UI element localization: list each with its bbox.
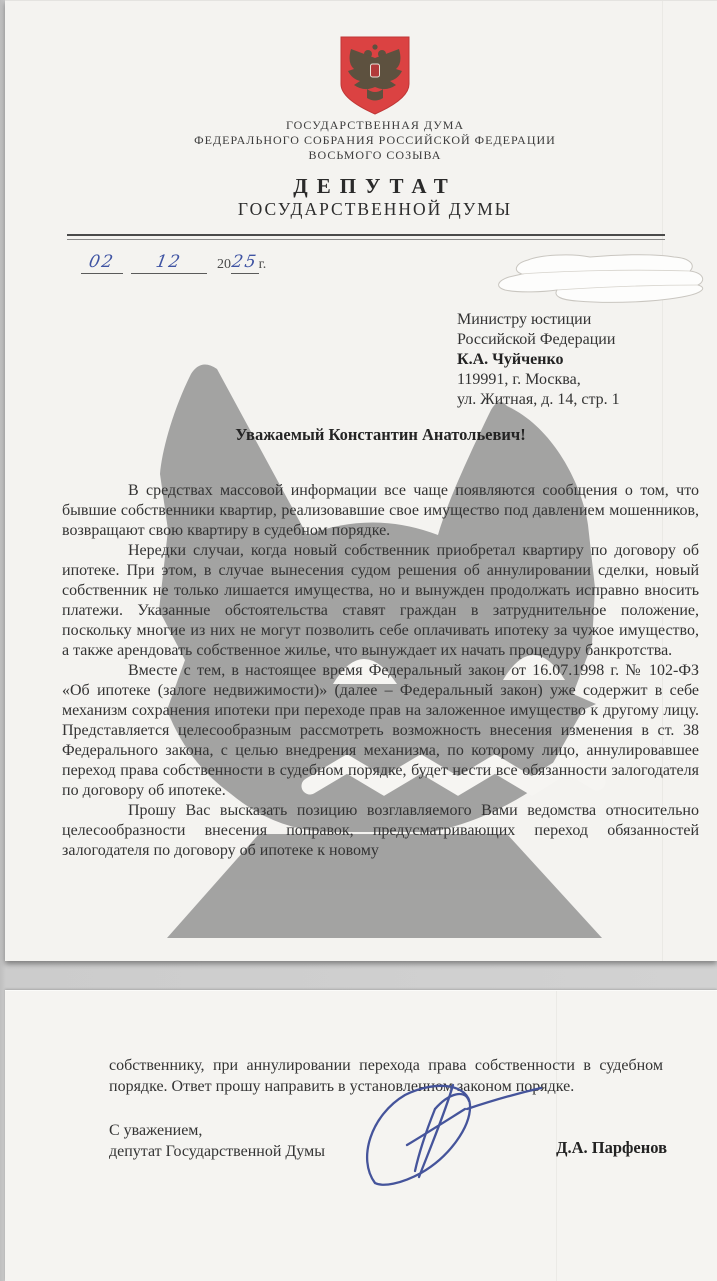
recipient-address-block [457,310,620,410]
date-line [81,246,266,274]
closing-line-2: депутат Государственной Думы [109,1143,325,1160]
paragraph-4: Прошу Вас высказать позицию возглавляемого Вами ведомства относительно целесообразности внесения поправок, предусматривающих переход обязанностей залогодателя по договору об ипотеке к новому [62,802,699,859]
paper-fold-line [556,991,557,1281]
recipient-line: Министру юстиции [457,311,592,328]
letterhead-org-line3: ВОСЬМОГО СОЗЫВА [308,148,442,162]
closing-line-1: С уважением, [109,1122,203,1139]
date-day-handwritten: 02 [87,252,117,272]
russia-coat-of-arms-icon [337,34,413,117]
salutation: Уважаемый Константин Анатольевич! [235,425,526,444]
date-day-field [81,252,123,274]
letterhead-post-title: ДЕПУТАТ [293,174,457,198]
paragraph-3: Вместе с тем, в настоящее время Федеральный закон от 16.07.1998 г. № 102-ФЗ «Об ипотеке (залоге недвижимости)» (далее – Федеральный закон) уже содержит в себе механизм сохранения ипотеки при переходе прав на заложенное имущество к другому лицу. Представляется целесообразным рассмотреть возможность внесения изменения в ст. 38 Федерального закона, с целью внедрения механизма, по которому лицо, аннулировавшее переход права собственности в судебном порядке, будет нести все обязанности залогодателя по договору об ипотеке. [62,662,699,799]
closing-block [109,1120,325,1162]
letterhead [19,118,717,220]
letterhead-post-subtitle: ГОСУДАРСТВЕННОЙ ДУМЫ [237,199,513,219]
date-year-field [231,252,259,274]
date-year-handwritten: 25 [230,252,260,272]
recipient-name: К.А. Чуйченко [457,351,564,368]
recipient-line: ул. Житная, д. 14, стр. 1 [457,391,620,408]
letterhead-org-line1: ГОСУДАРСТВЕННАЯ ДУМА [285,118,465,132]
letterhead-org-line2: ФЕДЕРАЛЬНОГО СОБРАНИЯ РОССИЙСКОЙ ФЕДЕРАЦИИ [194,133,556,147]
paragraph-2: Нередки случаи, когда новый собственник приобретал квартиру по договору об ипотеке. При этом, в случае вынесения судом решения об аннулировании сделки, новый собственник не только лишается имущества, но и вынужден продолжать исправно вносить платежи. Указанные обстоятельства ставят граждан в затруднительное положение, поскольку многие из них не могут позволить себе оплачивать ипотеку за чужое имущество, а также арендовать собственное жилье, что вынуждает их начать процедуру банкротства. [62,542,699,659]
whiteout-redaction-scribble [491,243,715,307]
recipient-line: Российской Федерации [457,331,616,348]
date-month-handwritten: 12 [154,252,184,272]
signer-name: Д.А. Парфенов [556,1138,667,1157]
letter-page-2 [5,990,717,1281]
letterhead-double-rule [67,234,665,240]
date-suffix: г. [258,257,267,272]
paragraph-5-continuation: собственнику, при аннулировании перехода права собственности в судебном порядке. Ответ прошу направить в установленном законом порядке. [109,1057,663,1095]
date-century-printed: 20 [217,257,231,272]
letter-page-1 [5,0,717,961]
letter-body [62,425,699,861]
date-month-field [131,252,207,274]
recipient-line: 119991, г. Москва, [457,371,581,388]
paragraph-1: В средствах массовой информации все чаще появляются сообщения о том, что бывшие собственники квартир, реализовавшие свое имущество под давлением мошенников, возвращают свою квартиру в судебном порядке. [62,482,699,539]
signature-ink [357,1079,547,1191]
